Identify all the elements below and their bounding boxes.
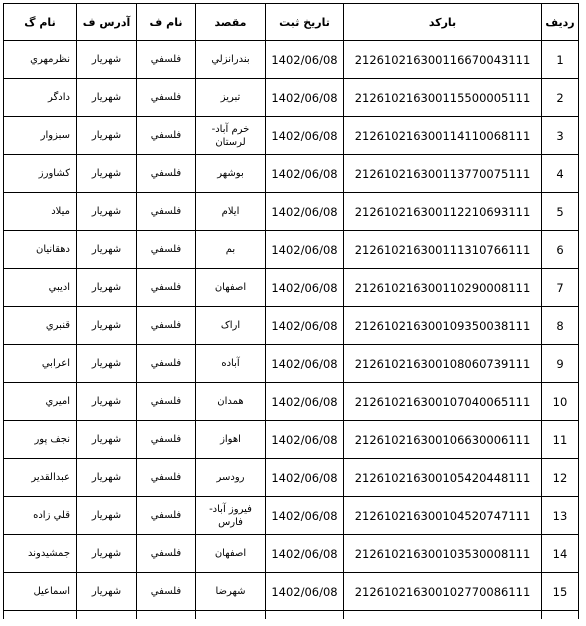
- cell-reg-date: 1402/06/08: [266, 269, 344, 307]
- cell-row-number: 8: [542, 307, 579, 345]
- cell-reg-date: 1402/06/08: [266, 155, 344, 193]
- cell-name-g: اميري: [4, 383, 77, 421]
- cell-destination: فيروز آباد-فارس: [196, 497, 266, 535]
- header-destination: مقصد: [196, 4, 266, 41]
- table-row: [4, 459, 579, 497]
- cell-name-g: كشاورز: [4, 155, 77, 193]
- cell-name-f: فلسفي: [137, 497, 196, 535]
- cell-barcode: 212610216300104520747111: [344, 497, 542, 535]
- table-row: [4, 535, 579, 573]
- cell-name-f: فلسفي: [137, 459, 196, 497]
- cell-reg-date: 1402/06/08: [266, 231, 344, 269]
- cell-name-g: دهقانيان: [4, 231, 77, 269]
- cell-name-g: ميلاد: [4, 193, 77, 231]
- cell-row-number: 14: [542, 535, 579, 573]
- cell-row-number: 9: [542, 345, 579, 383]
- cell-row-number: 11: [542, 421, 579, 459]
- header-row: [4, 4, 579, 41]
- cell-row-number: 5: [542, 193, 579, 231]
- cell-row-number: 13: [542, 497, 579, 535]
- cell-name-g: اعرابي: [4, 345, 77, 383]
- cell-row-number: 3: [542, 117, 579, 155]
- cell-destination: همدان: [196, 383, 266, 421]
- cell-barcode: 212610216300115500005111: [344, 79, 542, 117]
- cell-empty: [196, 611, 266, 620]
- cell-name-f: فلسفي: [137, 41, 196, 79]
- cell-reg-date: 1402/06/08: [266, 535, 344, 573]
- table-body: [4, 41, 579, 620]
- cell-name-g: اديبي: [4, 269, 77, 307]
- cell-empty: [4, 611, 77, 620]
- header-row-number: ردیف: [542, 4, 579, 41]
- cell-address-f: شهريار: [77, 421, 137, 459]
- cell-reg-date: 1402/06/08: [266, 421, 344, 459]
- cell-row-number: 7: [542, 269, 579, 307]
- table-row: [4, 573, 579, 611]
- table-row: [4, 497, 579, 535]
- cell-reg-date: 1402/06/08: [266, 383, 344, 421]
- cell-name-f: فلسفي: [137, 383, 196, 421]
- cell-barcode: 212610216300109350038111: [344, 307, 542, 345]
- cell-row-number: 1: [542, 41, 579, 79]
- cell-name-g: نجف پور: [4, 421, 77, 459]
- cell-barcode: 212610216300111310766111: [344, 231, 542, 269]
- cell-destination: اراک: [196, 307, 266, 345]
- cell-name-f: فلسفي: [137, 421, 196, 459]
- cell-address-f: شهريار: [77, 79, 137, 117]
- cell-reg-date: 1402/06/08: [266, 459, 344, 497]
- cell-row-number: 12: [542, 459, 579, 497]
- cell-address-f: شهريار: [77, 383, 137, 421]
- cell-empty: [344, 611, 542, 620]
- table-row: [4, 117, 579, 155]
- cell-reg-date: 1402/06/08: [266, 307, 344, 345]
- cell-destination: بندرانزلي: [196, 41, 266, 79]
- cell-barcode: 212610216300110290008111: [344, 269, 542, 307]
- shipment-table: [3, 3, 579, 619]
- cell-row-number: 4: [542, 155, 579, 193]
- cell-name-f: فلسفي: [137, 307, 196, 345]
- table-row-partial: [4, 611, 579, 620]
- cell-name-g: جمشيدوند: [4, 535, 77, 573]
- header-name-f: نام ف: [137, 4, 196, 41]
- cell-name-f: فلسفي: [137, 535, 196, 573]
- header-address-f: آدرس ف: [77, 4, 137, 41]
- cell-address-f: شهريار: [77, 231, 137, 269]
- table-row: [4, 79, 579, 117]
- cell-name-f: فلسفي: [137, 117, 196, 155]
- cell-destination: اهواز: [196, 421, 266, 459]
- cell-barcode: 212610216300106630006111: [344, 421, 542, 459]
- table-row: [4, 231, 579, 269]
- cell-name-g: سبزوار: [4, 117, 77, 155]
- cell-destination: بم: [196, 231, 266, 269]
- table-row: [4, 155, 579, 193]
- cell-barcode: 212610216300107040065111: [344, 383, 542, 421]
- cell-name-g: نظرمهري: [4, 41, 77, 79]
- cell-empty: [77, 611, 137, 620]
- header-reg-date: تاریخ ثبت: [266, 4, 344, 41]
- cell-reg-date: 1402/06/08: [266, 573, 344, 611]
- cell-reg-date: 1402/06/08: [266, 79, 344, 117]
- cell-name-g: قنبري: [4, 307, 77, 345]
- cell-name-f: فلسفي: [137, 79, 196, 117]
- cell-destination: اصفهان: [196, 269, 266, 307]
- cell-name-f: فلسفي: [137, 231, 196, 269]
- cell-empty: [266, 611, 344, 620]
- cell-barcode: 212610216300113770075111: [344, 155, 542, 193]
- cell-address-f: شهريار: [77, 345, 137, 383]
- cell-address-f: شهريار: [77, 41, 137, 79]
- cell-barcode: 212610216300102770086111: [344, 573, 542, 611]
- table-row: [4, 269, 579, 307]
- cell-empty: [137, 611, 196, 620]
- cell-name-f: فلسفي: [137, 193, 196, 231]
- cell-reg-date: 1402/06/08: [266, 497, 344, 535]
- cell-destination: ايلام: [196, 193, 266, 231]
- cell-reg-date: 1402/06/08: [266, 41, 344, 79]
- table-row: [4, 421, 579, 459]
- header-barcode: بارکد: [344, 4, 542, 41]
- cell-destination: شهرضا: [196, 573, 266, 611]
- cell-row-number: 2: [542, 79, 579, 117]
- cell-destination: بوشهر: [196, 155, 266, 193]
- cell-name-g: اسماعيل: [4, 573, 77, 611]
- cell-row-number: 6: [542, 231, 579, 269]
- table-row: [4, 41, 579, 79]
- cell-barcode: 212610216300116670043111: [344, 41, 542, 79]
- cell-destination: تبريز: [196, 79, 266, 117]
- cell-name-f: فلسفي: [137, 155, 196, 193]
- cell-name-f: فلسفي: [137, 573, 196, 611]
- cell-barcode: 212610216300114110068111: [344, 117, 542, 155]
- cell-address-f: شهريار: [77, 535, 137, 573]
- cell-address-f: شهريار: [77, 155, 137, 193]
- cell-address-f: شهريار: [77, 459, 137, 497]
- cell-address-f: شهريار: [77, 573, 137, 611]
- cell-barcode: 212610216300112210693111: [344, 193, 542, 231]
- cell-name-g: قلي زاده: [4, 497, 77, 535]
- cell-barcode: 212610216300103530008111: [344, 535, 542, 573]
- cell-address-f: شهريار: [77, 307, 137, 345]
- table-row: [4, 345, 579, 383]
- cell-address-f: شهريار: [77, 269, 137, 307]
- table-row: [4, 383, 579, 421]
- cell-destination: اصفهان: [196, 535, 266, 573]
- cell-address-f: شهريار: [77, 497, 137, 535]
- table-row: [4, 307, 579, 345]
- cell-name-g: عبدالقدير: [4, 459, 77, 497]
- cell-row-number: 15: [542, 573, 579, 611]
- cell-reg-date: 1402/06/08: [266, 345, 344, 383]
- cell-reg-date: 1402/06/08: [266, 193, 344, 231]
- cell-address-f: شهريار: [77, 193, 137, 231]
- cell-reg-date: 1402/06/08: [266, 117, 344, 155]
- cell-name-f: فلسفي: [137, 269, 196, 307]
- table-row: [4, 193, 579, 231]
- cell-name-f: فلسفي: [137, 345, 196, 383]
- cell-destination: رودسر: [196, 459, 266, 497]
- cell-name-g: دادگر: [4, 79, 77, 117]
- cell-empty: [542, 611, 579, 620]
- cell-destination: آباده: [196, 345, 266, 383]
- cell-row-number: 10: [542, 383, 579, 421]
- cell-address-f: شهريار: [77, 117, 137, 155]
- cell-barcode: 212610216300105420448111: [344, 459, 542, 497]
- cell-destination: خرم آباد-لرستان: [196, 117, 266, 155]
- cell-barcode: 212610216300108060739111: [344, 345, 542, 383]
- header-name-g: نام گ: [4, 4, 77, 41]
